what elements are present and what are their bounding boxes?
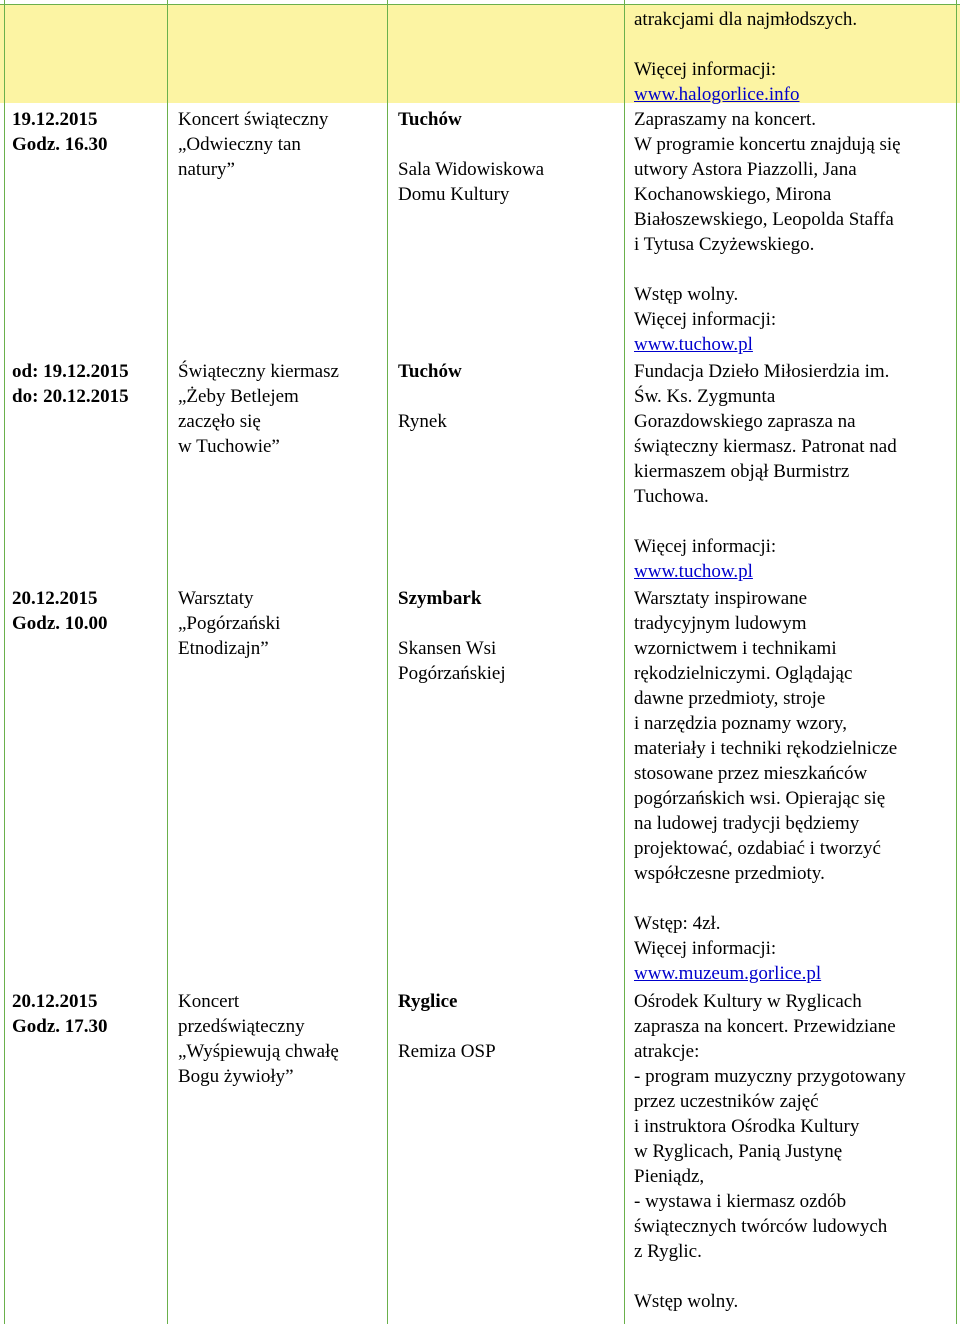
- description-text: utwory Astora Piazzolli, Jana: [634, 159, 857, 180]
- description-cell: [634, 989, 954, 1314]
- description-text: z Ryglic.: [634, 1241, 702, 1262]
- description-text: rękodzielniczymi. Oglądając: [634, 663, 853, 684]
- place-name: Ryglice: [398, 991, 458, 1012]
- description-text: na ludowej tradycji będziemy: [634, 813, 860, 834]
- description-text: Warsztaty inspirowane: [634, 588, 808, 609]
- title-cell: [178, 107, 383, 182]
- date-text: Godz. 10.00: [12, 613, 108, 634]
- description-text: wzornictwem i technikami: [634, 638, 837, 659]
- column-border: [4, 0, 5, 1324]
- date-cell: [12, 989, 160, 1039]
- event-title: zaczęło się: [178, 411, 261, 432]
- more-info-link[interactable]: www.tuchow.pl: [634, 561, 753, 582]
- description-text: i Tytusa Czyżewskiego.: [634, 234, 815, 255]
- more-info-label: Więcej informacji:: [634, 536, 777, 557]
- description-text: projektować, ozdabiać i tworzyć: [634, 838, 881, 859]
- description-text: Gorazdowskiego zaprasza na: [634, 411, 856, 432]
- event-title: w Tuchowie”: [178, 436, 280, 457]
- date-text: 19.12.2015: [12, 109, 98, 130]
- description-text: W programie koncertu znajdują się: [634, 134, 901, 155]
- location-cell: [398, 359, 618, 434]
- description-cell: [634, 586, 954, 986]
- description-text: i instruktora Ośrodka Kultury: [634, 1116, 860, 1137]
- date-cell: [12, 107, 160, 157]
- entry-info: Wstęp wolny.: [634, 1291, 739, 1312]
- description-text: - wystawa i kiermasz ozdób: [634, 1191, 847, 1212]
- venue-name: Skansen Wsi: [398, 638, 497, 659]
- more-info-link[interactable]: www.muzeum.gorlice.pl: [634, 963, 822, 984]
- more-info-label: Więcej informacji:: [634, 938, 777, 959]
- location-cell: [398, 989, 618, 1064]
- description-text: przez uczestników zajęć: [634, 1091, 819, 1112]
- description-text: - program muzyczny przygotowany: [634, 1066, 906, 1087]
- place-name: Tuchów: [398, 361, 462, 382]
- event-title: natury”: [178, 159, 235, 180]
- event-title: Koncert: [178, 991, 240, 1012]
- place-name: Szymbark: [398, 588, 482, 609]
- event-title: „Wyśpiewują chwałę: [178, 1041, 339, 1062]
- event-title: „Odwieczny tan: [178, 134, 301, 155]
- event-title: Warsztaty: [178, 588, 254, 609]
- more-info-label: Więcej informacji:: [634, 59, 777, 80]
- date-text: 20.12.2015: [12, 991, 98, 1012]
- event-title: przedświąteczny: [178, 1016, 305, 1037]
- event-title: Koncert świąteczny: [178, 109, 329, 130]
- description-text: dawne przedmioty, stroje: [634, 688, 826, 709]
- description-text: Kochanowskiego, Mirona: [634, 184, 832, 205]
- description-text: współczesne przedmioty.: [634, 863, 825, 884]
- column-border: [167, 0, 168, 1324]
- title-cell: [178, 989, 383, 1089]
- venue-name: Domu Kultury: [398, 184, 510, 205]
- description-text: świątecznych twórców ludowych: [634, 1216, 888, 1237]
- entry-info: Wstęp wolny.: [634, 284, 739, 305]
- more-info-link[interactable]: www.tuchow.pl: [634, 334, 753, 355]
- date-text: 20.12.2015: [12, 588, 98, 609]
- date-text: od: 19.12.2015: [12, 361, 129, 382]
- description-text: świąteczny kiermasz. Patronat nad: [634, 436, 897, 457]
- description-cell: [634, 107, 954, 357]
- location-cell: [398, 107, 618, 207]
- date-text: do: 20.12.2015: [12, 386, 129, 407]
- event-title: „Pogórzański: [178, 613, 281, 634]
- date-cell: [12, 359, 160, 409]
- table-top-border: [0, 4, 960, 5]
- description-text: zaprasza na koncert. Przewidziane: [634, 1016, 896, 1037]
- column-border: [387, 0, 388, 1324]
- event-title: Bogu żywioły”: [178, 1066, 294, 1087]
- event-title: Świąteczny kiermasz: [178, 361, 339, 382]
- venue-name: Rynek: [398, 411, 447, 432]
- title-cell: [178, 586, 383, 661]
- description-text: Tuchowa.: [634, 486, 709, 507]
- entry-info: Wstęp: 4zł.: [634, 913, 721, 934]
- place-name: Tuchów: [398, 109, 462, 130]
- venue-name: Remiza OSP: [398, 1041, 496, 1062]
- date-text: Godz. 17.30: [12, 1016, 108, 1037]
- description-text: atrakcjami dla najmłodszych.: [634, 9, 858, 30]
- event-title: Etnodizajn”: [178, 638, 269, 659]
- description-text: pogórzańskich wsi. Opierając się: [634, 788, 886, 809]
- date-cell: [12, 586, 160, 636]
- description-text: Białoszewskiego, Leopolda Staffa: [634, 209, 894, 230]
- description-text: Ośrodek Kultury w Ryglicach: [634, 991, 862, 1012]
- description-cell: [634, 359, 954, 584]
- previous-event-tail: [634, 7, 954, 107]
- event-title: „Żeby Betlejem: [178, 386, 299, 407]
- venue-name: Pogórzańskiej: [398, 663, 506, 684]
- description-text: i narzędzia poznamy wzory,: [634, 713, 847, 734]
- description-text: Zapraszamy na koncert.: [634, 109, 816, 130]
- more-info-label: Więcej informacji:: [634, 309, 777, 330]
- description-text: Fundacja Dzieło Miłosierdzia im.: [634, 361, 890, 382]
- description-text: kiermaszem objął Burmistrz: [634, 461, 850, 482]
- description-text: tradycyjnym ludowym: [634, 613, 807, 634]
- description-text: Św. Ks. Zygmunta: [634, 386, 776, 407]
- venue-name: Sala Widowiskowa: [398, 159, 545, 180]
- description-text: w Ryglicach, Panią Justynę: [634, 1141, 843, 1162]
- title-cell: [178, 359, 383, 459]
- column-border: [624, 0, 625, 1324]
- more-info-link[interactable]: www.halogorlice.info: [634, 84, 800, 105]
- date-text: Godz. 16.30: [12, 134, 108, 155]
- description-text: stosowane przez mieszkańców: [634, 763, 868, 784]
- description-text: Pieniądz,: [634, 1166, 705, 1187]
- description-text: atrakcje:: [634, 1041, 700, 1062]
- description-text: materiały i techniki rękodzielnicze: [634, 738, 898, 759]
- column-border: [956, 0, 957, 1324]
- location-cell: [398, 586, 618, 686]
